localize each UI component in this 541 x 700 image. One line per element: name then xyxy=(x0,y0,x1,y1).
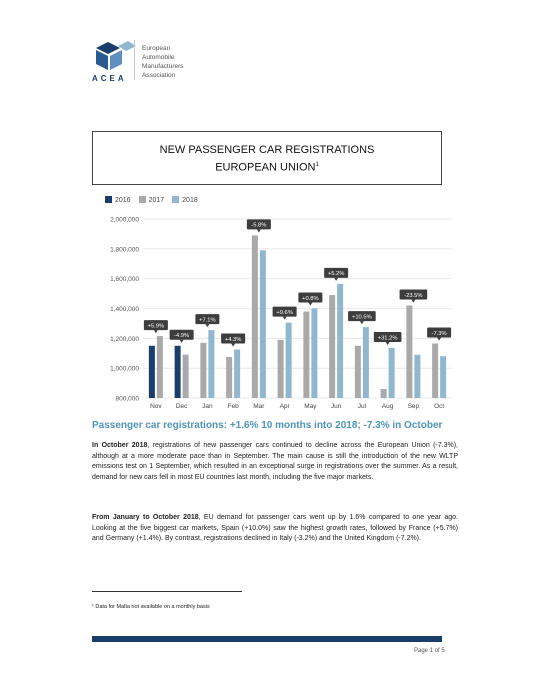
y-tick-label: 1,200,000 xyxy=(110,335,139,343)
data-label: -23.5% xyxy=(404,292,423,299)
data-label-pointer xyxy=(180,340,184,343)
bar-2018-feb xyxy=(234,350,240,398)
data-label-pointer xyxy=(154,330,158,333)
x-tick-label: Feb xyxy=(227,403,239,410)
bar-2017-oct xyxy=(432,344,438,398)
bar-2017-may xyxy=(303,311,309,398)
data-label: -7.3% xyxy=(431,330,447,337)
x-tick-label: Aug xyxy=(381,403,394,410)
x-tick-label: May xyxy=(304,403,317,410)
x-tick-label: Jan xyxy=(202,403,213,410)
footnote-divider xyxy=(92,591,242,592)
bar-2017-feb xyxy=(226,357,232,398)
legend-item-2017: 2017 xyxy=(139,196,165,204)
bar-2018-jul xyxy=(363,327,369,398)
bar-2017-mar xyxy=(252,235,258,398)
subheading: Passenger car registrations: +1.6% 10 months into 2018; -7.3% in October xyxy=(92,420,443,431)
y-tick-label: 2,000,000 xyxy=(110,216,139,224)
x-tick-label: Dec xyxy=(175,403,188,410)
x-tick-label: Apr xyxy=(279,403,290,410)
page-number: Page 1 of 5 xyxy=(414,648,445,654)
data-label-pointer xyxy=(231,344,235,347)
bar-2018-oct xyxy=(440,356,446,398)
data-label: +4.3% xyxy=(224,336,242,343)
y-tick-label: 1,000,000 xyxy=(110,365,139,373)
data-label: +9.6% xyxy=(276,309,293,316)
data-label: +7.1% xyxy=(199,317,216,324)
data-label-pointer xyxy=(386,342,390,345)
bar-2018-may xyxy=(311,309,317,399)
data-label: +0.8% xyxy=(302,295,319,302)
y-tick-label: 1,800,000 xyxy=(110,246,139,254)
bar-2018-apr xyxy=(286,323,292,398)
bar-2017-dec xyxy=(183,355,189,398)
data-label-pointer xyxy=(283,317,287,320)
data-label-pointer xyxy=(257,229,261,232)
logo-wordmark: ACEA xyxy=(92,74,127,83)
bar-2017-jan xyxy=(200,343,206,398)
y-tick-label: 800,000 xyxy=(115,395,139,403)
x-tick-label: Nov xyxy=(150,403,162,410)
bar-2018-mar xyxy=(260,250,266,398)
y-tick-label: 1,400,000 xyxy=(110,306,139,313)
bar-2017-jun xyxy=(329,295,335,398)
data-label: -4.9% xyxy=(174,333,190,340)
footnote: ¹ Data for Malta not available on a monthly basis xyxy=(92,604,210,610)
paragraph-ytd: From January to October 2018, EU demand for passenger cars went up by 1.6% compared to one year ago. Looking at the five biggest car markets, Spain (+10.0%) saw the highest growth rates, followed by France (+5.7%) and Germany (+1.4%). By contrast, registrations declined in Italy (-3.2%) and the United Kingdom (-7.2%). xyxy=(92,514,458,542)
bar-2018-jun xyxy=(337,284,343,398)
legend-item-2016: 2016 xyxy=(105,196,131,204)
x-tick-label: Mar xyxy=(253,403,265,410)
data-label-pointer xyxy=(360,321,364,324)
data-label-pointer xyxy=(308,303,312,306)
data-label-pointer xyxy=(334,278,338,281)
bar-2018-jan xyxy=(208,330,214,398)
footer-bar xyxy=(92,636,442,642)
bar-2018-sep xyxy=(414,355,420,398)
title-line-1: NEW PASSENGER CAR REGISTRATIONS xyxy=(159,144,375,156)
bar-2017-apr xyxy=(278,340,284,398)
organization-name: European Automobile Manufacturers Association xyxy=(142,45,184,79)
data-label-pointer xyxy=(437,338,441,341)
bar-2016-nov xyxy=(149,346,155,398)
bar-2016-dec xyxy=(175,346,181,398)
bar-2017-nov xyxy=(157,336,163,398)
y-tick-label: 1,600,000 xyxy=(110,276,139,284)
bar-2017-aug xyxy=(381,389,387,398)
legend-item-2018: 2018 xyxy=(172,196,198,204)
data-label: +10.5% xyxy=(351,314,372,321)
data-label: +5.9% xyxy=(147,323,165,330)
data-label-pointer xyxy=(411,300,415,303)
title-footnote-marker: 1 xyxy=(315,162,319,168)
bar-2017-sep xyxy=(406,306,412,398)
data-label: +5.2% xyxy=(327,271,345,278)
data-label: +31.2% xyxy=(377,335,398,342)
title-line-2: EUROPEAN UNION$^1$ xyxy=(215,161,319,174)
bar-2017-jul xyxy=(355,346,361,398)
paragraph-october: In October 2018, registrations of new passenger cars continued to decline across the European Union (-7.3%), although at a more moderate pace than in September. The main cause is still the introduction of the new WLTP emissions test on 1 September, which resulted in an exceptional surge in registrations over the summer. As a result, demand for new cars fell in most EU countries last month, including the five major markets. xyxy=(92,442,458,481)
data-label: -5.8% xyxy=(251,222,267,229)
x-tick-label: Jul xyxy=(357,403,367,410)
x-tick-label: Jun xyxy=(330,403,342,410)
x-tick-label: Sep xyxy=(407,403,420,410)
bar-2018-aug xyxy=(389,348,395,398)
x-tick-label: Oct xyxy=(434,403,445,410)
data-label-pointer xyxy=(205,324,209,327)
